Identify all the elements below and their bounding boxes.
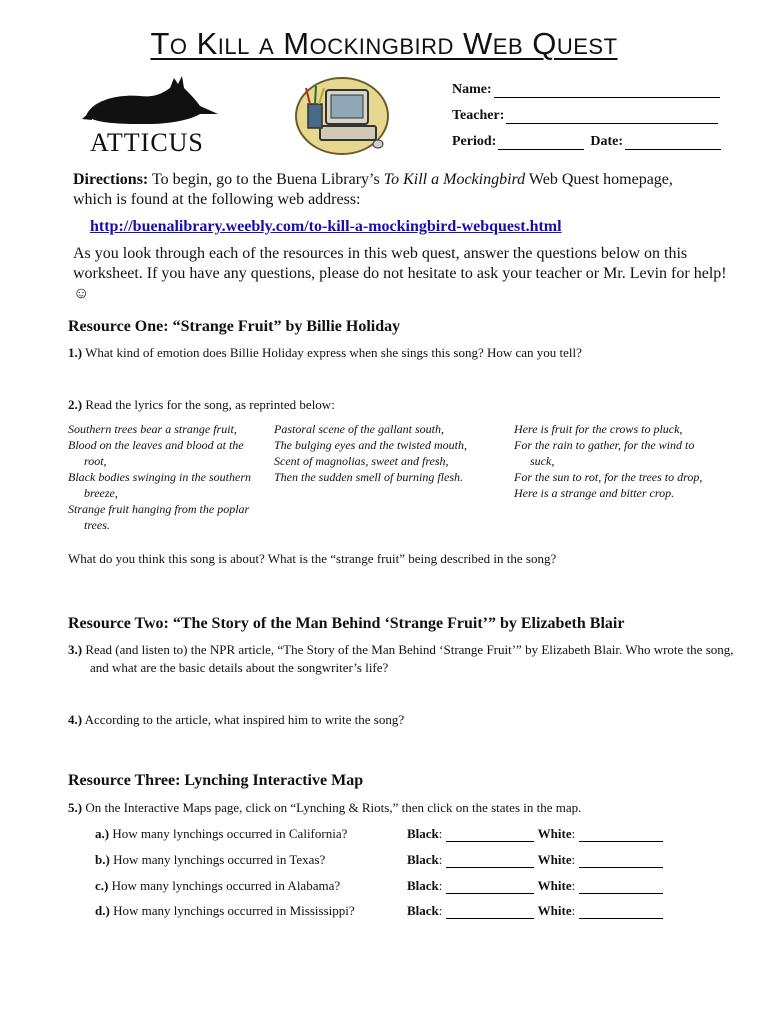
question-3	[68, 641, 750, 677]
name-label: Name:	[452, 82, 492, 97]
question-text: What kind of emotion does Billie Holiday express when she sings this song? How can you tell?	[85, 345, 582, 360]
lyric-line: The bulging eyes and the twisted mouth,	[274, 438, 467, 452]
mockingbird-icon	[78, 72, 228, 134]
lyric-line: Pastoral scene of the gallant south,	[274, 422, 444, 436]
white-label: White	[537, 852, 572, 867]
period-date-field[interactable]	[452, 134, 721, 150]
question-4	[68, 711, 404, 729]
atticus-logo	[78, 72, 228, 160]
question-2	[68, 396, 335, 414]
computer-icon	[290, 74, 390, 156]
logo-text: ATTICUS	[90, 128, 204, 157]
period-label: Period:	[452, 134, 497, 149]
question-2-followup: What do you think this song is about? What is the “strange fruit” being described in the song?	[68, 551, 557, 566]
resource-two-heading: Resource Two: “The Story of the Man Behind ‘Strange Fruit’” by Elizabeth Blair	[68, 615, 625, 632]
question-5d: d.) How many lynchings occurred in Mississippi? Black : White :	[95, 903, 663, 919]
question-number: 3.)	[68, 642, 83, 657]
page-title: To Kill a Mockingbird Web Quest	[150, 26, 618, 61]
computer-clipart	[290, 74, 390, 156]
directions-text-before: To begin, go to the Buena Library’s	[151, 171, 380, 188]
question-5b: b.) How many lynchings occurred in Texas? Black : White :	[95, 852, 663, 868]
directions-text-after: Web Quest homepage, which is found at the following web address:	[73, 171, 673, 208]
black-count-blank[interactable]	[446, 829, 534, 842]
black-label: Black	[407, 826, 439, 841]
question-text: Read (and listen to) the NPR article, “The Story of the Man Behind ‘Strange Fruit’” by Elizabeth Blair. Who wrote the song, and what are the basic details about the songwriter’s life?	[85, 642, 734, 675]
webquest-link[interactable]: http://buenalibrary.weebly.com/to-kill-a-mockingbird-webquest.html	[90, 218, 562, 235]
resource-three-heading: Resource Three: Lynching Interactive Map	[68, 772, 364, 789]
lyrics-stanza-3	[514, 421, 720, 501]
lyric-line: Here is a strange and bitter crop.	[514, 486, 675, 500]
date-line[interactable]	[625, 135, 721, 150]
period-line[interactable]	[498, 135, 584, 150]
lyrics-stanza-1	[68, 421, 268, 533]
directions-paragraph	[73, 170, 713, 210]
sub-question-number: d.)	[95, 903, 110, 918]
question-text: On the Interactive Maps page, click on “Lynching & Riots,” then click on the states in the map.	[85, 800, 582, 815]
white-count-blank[interactable]	[579, 881, 663, 894]
teacher-field[interactable]	[452, 108, 718, 124]
lyrics-stanza-2	[274, 421, 500, 485]
lyric-line: Scent of magnolias, sweet and fresh,	[274, 454, 449, 468]
question-5a: a.) How many lynchings occurred in California? Black : White :	[95, 826, 663, 842]
black-count-blank[interactable]	[446, 906, 534, 919]
lyric-line: Blood on the leaves and blood at the root,	[68, 438, 244, 468]
sub-question-number: a.)	[95, 826, 110, 841]
book-title: To Kill a Mockingbird	[383, 171, 526, 188]
directions-label: Directions:	[73, 171, 149, 188]
white-count-blank[interactable]	[579, 906, 663, 919]
white-label: White	[537, 903, 572, 918]
white-label: White	[537, 826, 572, 841]
lyric-line: For the sun to rot, for the trees to drop,	[514, 470, 703, 484]
question-number: 4.)	[68, 712, 83, 727]
white-label: White	[537, 878, 572, 893]
name-field[interactable]	[452, 82, 720, 98]
teacher-label: Teacher:	[452, 108, 505, 123]
question-text: According to the article, what inspired him to write the song?	[84, 712, 405, 727]
intro-paragraph: As you look through each of the resources in this web quest, answer the questions below on this worksheet. If you have any questions, please do not hesitate to ask your teacher or Mr. Levin for help! ☺	[73, 245, 727, 302]
white-count-blank[interactable]	[579, 829, 663, 842]
black-label: Black	[407, 903, 439, 918]
sub-question-text: How many lynchings occurred in Alabama?	[111, 878, 341, 893]
question-1	[68, 344, 582, 362]
white-count-blank[interactable]	[579, 855, 663, 868]
sub-question-number: b.)	[95, 852, 110, 867]
lyric-line: Black bodies swinging in the southern breeze,	[68, 470, 251, 500]
sub-question-text: How many lynchings occurred in Texas?	[113, 852, 326, 867]
question-5c: c.) How many lynchings occurred in Alabama? Black : White :	[95, 878, 663, 894]
black-count-blank[interactable]	[446, 881, 534, 894]
teacher-line[interactable]	[506, 109, 718, 124]
sub-question-number: c.)	[95, 878, 109, 893]
question-number: 1.)	[68, 345, 83, 360]
resource-one-heading: Resource One: “Strange Fruit” by Billie Holiday	[68, 318, 401, 335]
lyric-line: Southern trees bear a strange fruit,	[68, 422, 237, 436]
lyric-line: Strange fruit hanging from the poplar trees.	[68, 502, 250, 532]
black-count-blank[interactable]	[446, 855, 534, 868]
question-text: Read the lyrics for the song, as reprinted below:	[85, 397, 335, 412]
question-number: 2.)	[68, 397, 83, 412]
date-label: Date:	[590, 134, 623, 149]
black-label: Black	[407, 878, 439, 893]
sub-question-text: How many lynchings occurred in Mississippi?	[113, 903, 355, 918]
name-line[interactable]	[494, 83, 720, 98]
lyric-line: For the rain to gather, for the wind to suck,	[514, 438, 695, 468]
lyric-line: Then the sudden smell of burning flesh.	[274, 470, 463, 484]
sub-question-text: How many lynchings occurred in California?	[112, 826, 348, 841]
black-label: Black	[407, 852, 439, 867]
lyric-line: Here is fruit for the crows to pluck,	[514, 422, 683, 436]
question-number: 5.)	[68, 800, 83, 815]
question-5	[68, 799, 581, 817]
